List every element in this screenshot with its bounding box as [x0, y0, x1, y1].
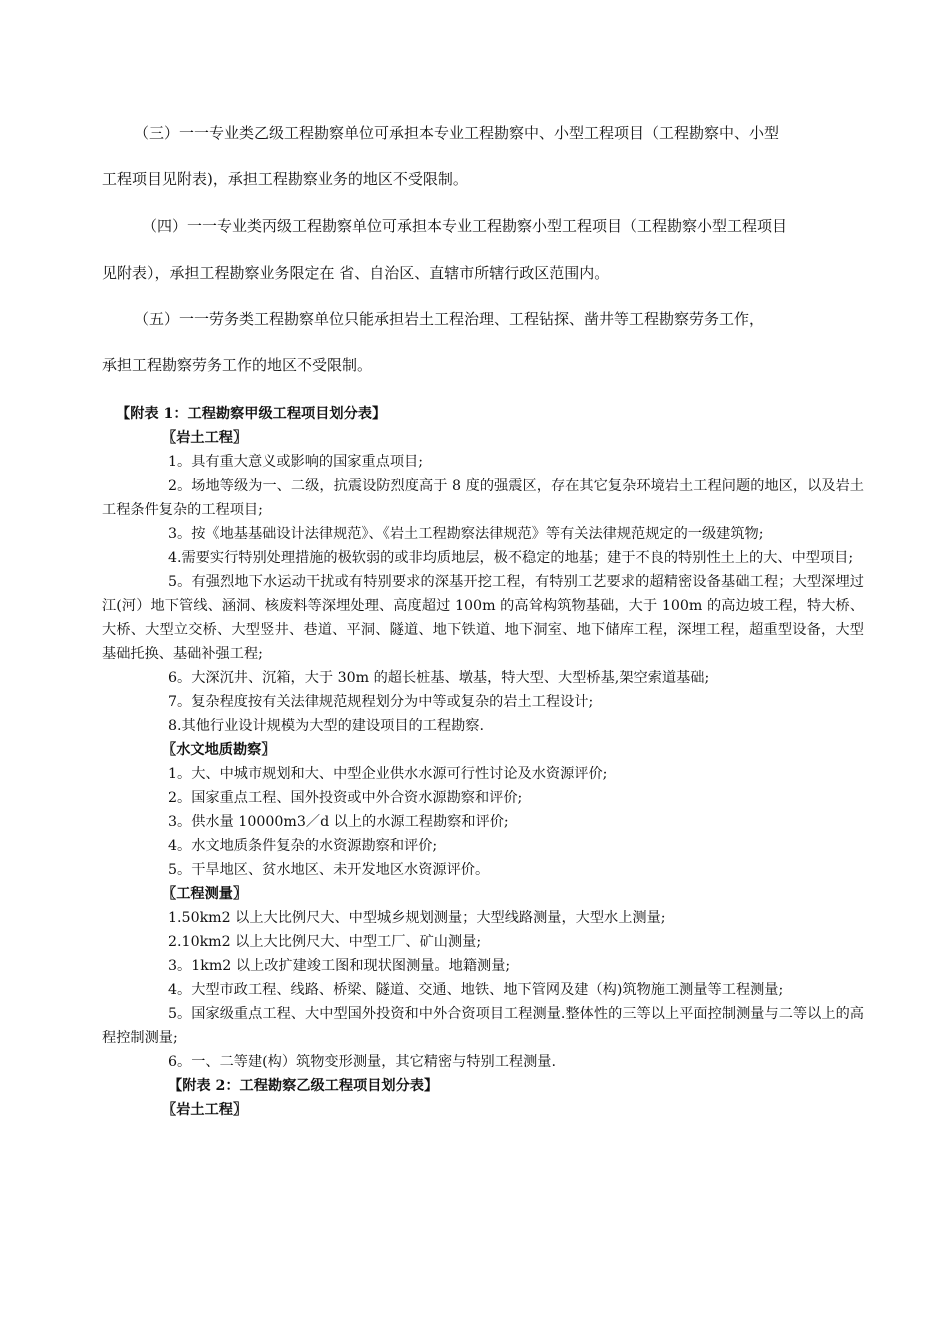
list-item: 6。一、二等建(构）筑物变形测量，其它精密与特别工程测量. — [168, 1054, 556, 1070]
list-item: 5。干旱地区、贫水地区、未开发地区水资源评价。 — [168, 862, 490, 878]
section-heading-survey: 〖工程测量〗 — [162, 886, 248, 902]
appendix-2-title: 【附表 2：工程勘察乙级工程项目划分表】 — [168, 1078, 439, 1094]
section-heading-geotech-2: 〖岩土工程〗 — [162, 1102, 248, 1118]
list-item: 3。供水量 10000m3／d 以上的水源工程勘察和评价; — [168, 814, 509, 830]
list-item: 1.50km2 以上大比例尺大、中型城乡规划测量；大型线路测量，大型水上测量; — [168, 910, 666, 926]
appendix-list — [102, 402, 864, 1122]
list-item: 5。国家级重点工程、大中型国外投资和中外合资项目工程测量.整体性的三等以上平面控制测量与二等以上的高程控制测量; — [102, 1006, 864, 1046]
list-item: 1。大、中城市规划和大、中型企业供水水源可行性讨论及水资源评价; — [168, 766, 608, 782]
paragraph-3-line-2: 工程项目见附表)，承担工程勘察业务的地区不受限制。 — [102, 170, 468, 188]
list-item: 3。按《地基基础设计法律规范》、《岩土工程勘察法律规范》等有关法律规范规定的一级建筑物; — [168, 526, 764, 542]
list-item: 6。大深沉井、沉箱，大于 30m 的超长桩基、墩基，特大型、大型桥基,架空索道基础; — [168, 670, 710, 686]
appendix-1-title: 【附表 1：工程勘察甲级工程项目划分表】 — [116, 406, 387, 422]
list-item: 3。1km2 以上改扩建竣工图和现状图测量。地籍测量; — [168, 958, 511, 974]
paragraph-4-line-2: 见附表），承担工程勘察业务限定在 省、自治区、直辖市所辖行政区范围内。 — [102, 264, 610, 282]
list-item: 2。场地等级为一、二级，抗震设防烈度高于 8 度的强震区，存在其它复杂环境岩土工程问题的地区，以及岩土工程条件复杂的工程项目; — [102, 478, 864, 518]
list-item: 2。国家重点工程、国外投资或中外合资水源勘察和评价; — [168, 790, 523, 806]
list-item: 4.需要实行特别处理措施的极软弱的或非均质地层，极不稳定的地基；建于不良的特别性土上的大、中型项目; — [168, 550, 854, 566]
paragraph-5-line-2: 承担工程勘察劳务工作的地区不受限制。 — [102, 356, 373, 374]
list-item: 1。具有重大意义或影响的国家重点项目; — [168, 454, 423, 470]
list-item: 2.10km2 以上大比例尺大、中型工厂、矿山测量; — [168, 934, 482, 950]
paragraph-5-line-1: （五）一一劳务类工程勘察单位只能承担岩土工程治理、工程钻探、凿井等工程勘察劳务工作， — [134, 310, 765, 328]
section-heading-hydro: 〖水文地质勘察〗 — [162, 742, 276, 758]
list-item: 7。复杂程度按有关法律规范规程划分为中等或复杂的岩土工程设计; — [168, 694, 594, 710]
list-item: 4。大型市政工程、线路、桥梁、隧道、交通、地铁、地下管网及建（构)筑物施工测量等工程测量; — [168, 982, 784, 998]
paragraph-3-line-1: （三）一一专业类乙级工程勘察单位可承担本专业工程勘察中、小型工程项目（工程勘察中、小型 — [134, 124, 780, 142]
list-item: 4。水文地质条件复杂的水资源勘察和评价; — [168, 838, 438, 854]
list-item: 5。有强烈地下水运动干扰或有特别要求的深基开挖工程，有特别工艺要求的超精密设备基础工程；大型深埋过江(河）地下管线、涵洞、核废料等深埋处理、高度超过 100m 的高耸构筑物基础，大于 100m 的高边坡工程，特大桥、大桥、大型立交桥、大型竖井、巷道、平洞、隧道、地下铁道、地下洞室、地下储库工程，深埋工程，超重型设备，大型基础托换、基础补强工程; — [102, 574, 864, 662]
list-item: 8.其他行业设计规模为大型的建设项目的工程勘察. — [168, 718, 484, 734]
paragraph-4-line-1: （四）一一专业类丙级工程勘察单位可承担本专业工程勘察小型工程项目（工程勘察小型工程项目 — [142, 217, 788, 235]
section-heading-geotech: 〖岩土工程〗 — [162, 430, 248, 446]
